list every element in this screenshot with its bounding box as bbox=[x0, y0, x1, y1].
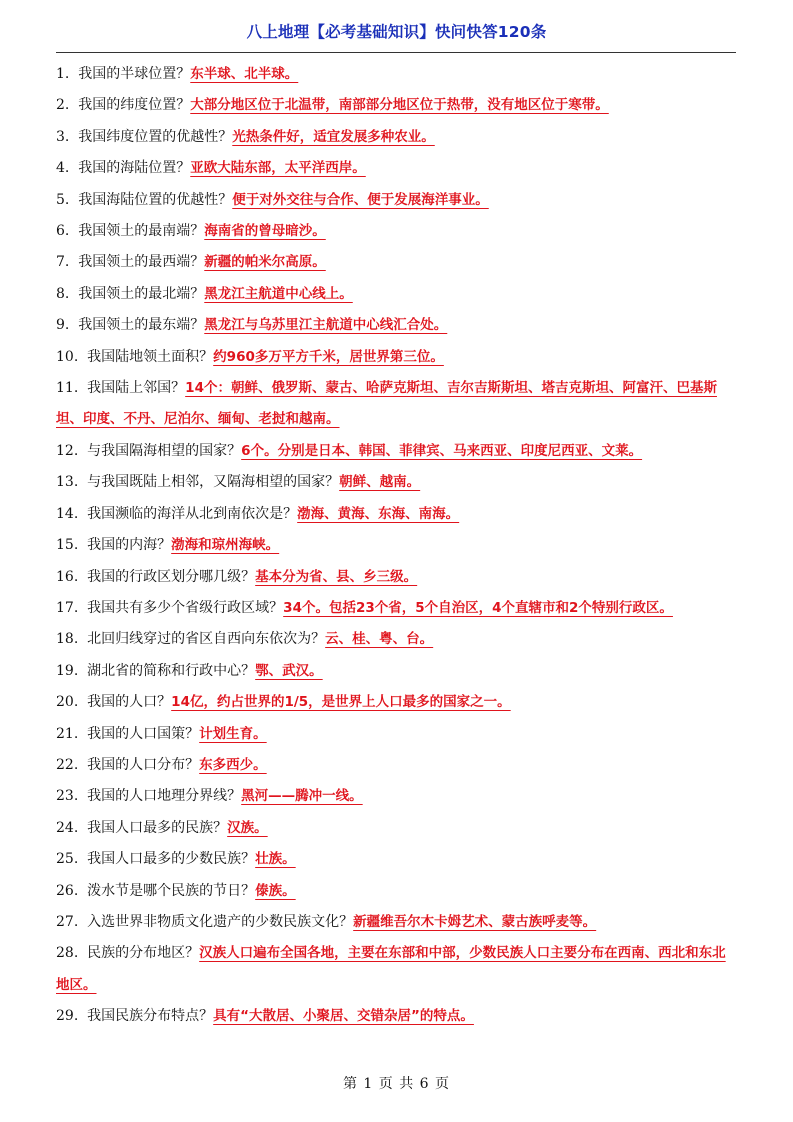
answer-text: 14亿，约占世界的1/5，是世界上人口最多的国家之一。 bbox=[171, 694, 511, 711]
qa-item bbox=[56, 938, 739, 1001]
answer-text: 大部分地区位于北温带，南部部分地区位于热带，没有地区位于寒带。 bbox=[190, 97, 609, 114]
question-number: 3. bbox=[56, 128, 70, 145]
title-divider bbox=[56, 52, 736, 53]
answer-text: 14个：朝鲜、俄罗斯、蒙古、哈萨克斯坦、吉尔吉斯斯坦、塔吉克斯坦、阿富汗、巴基斯坦、印度、不丹、尼泊尔、缅甸、老挝和越南。 bbox=[56, 380, 717, 428]
answer-text: 云、桂、粤、台。 bbox=[325, 631, 434, 648]
answer-text: 黑龙江与乌苏里江主航道中心线汇合处。 bbox=[204, 317, 448, 334]
answer-text: 34个。包括23个省，5个自治区，4个直辖市和2个特别行政区。 bbox=[283, 599, 673, 616]
question-number: 27. bbox=[56, 913, 79, 930]
question-number: 26. bbox=[56, 882, 79, 899]
answer-text: 具有“大散居、小聚居、交错杂居”的特点。 bbox=[213, 1008, 474, 1025]
qa-item bbox=[56, 562, 739, 593]
answer-text: 渤海和琼州海峡。 bbox=[171, 537, 280, 554]
question-text: 我国人口最多的民族？ bbox=[87, 819, 228, 836]
question-text: 北回归线穿过的省区自西向东依次为？ bbox=[87, 631, 326, 648]
question-text: 我国濒临的海洋从北到南依次是？ bbox=[87, 505, 298, 522]
question-text: 我国的人口分布？ bbox=[87, 756, 200, 773]
question-number: 17. bbox=[56, 599, 79, 616]
question-number: 5. bbox=[56, 191, 70, 208]
qa-item bbox=[56, 153, 739, 184]
question-number: 6. bbox=[56, 223, 70, 240]
question-text: 我国海陆位置的优越性？ bbox=[78, 191, 233, 208]
question-number: 9. bbox=[56, 317, 70, 334]
question-number: 22. bbox=[56, 756, 79, 773]
question-number: 14. bbox=[56, 505, 79, 522]
qa-item bbox=[56, 750, 739, 781]
question-text: 民族的分布地区？ bbox=[87, 945, 200, 962]
answer-text: 朝鲜、越南。 bbox=[339, 474, 421, 491]
answer-text: 基本分为省、县、乡三级。 bbox=[255, 568, 418, 585]
question-text: 我国共有多少个省级行政区域？ bbox=[87, 599, 284, 616]
answer-text: 计划生育。 bbox=[199, 725, 267, 742]
question-text: 我国的纬度位置？ bbox=[78, 97, 191, 114]
qa-item bbox=[56, 310, 739, 341]
answer-text: 便于对外交往与合作、便于发展海洋事业。 bbox=[232, 191, 489, 208]
answer-text: 黑龙江主航道中心线上。 bbox=[204, 285, 353, 302]
page-footer: 第 1 页 共 6 页 bbox=[342, 1076, 451, 1092]
question-text: 我国领土的最西端？ bbox=[78, 254, 205, 271]
question-number: 25. bbox=[56, 851, 79, 868]
question-number: 28. bbox=[56, 945, 79, 962]
qa-item bbox=[56, 90, 739, 121]
question-number: 10. bbox=[56, 348, 79, 365]
answer-text: 海南省的曾母暗沙。 bbox=[204, 223, 326, 240]
question-text: 我国人口最多的少数民族？ bbox=[87, 851, 256, 868]
answer-text: 鄂、武汉。 bbox=[255, 662, 323, 679]
qa-item bbox=[56, 1001, 739, 1032]
question-text: 我国民族分布特点？ bbox=[87, 1008, 214, 1025]
question-text: 与我国既陆上相邻，又隔海相望的国家？ bbox=[87, 474, 340, 491]
question-text: 湖北省的简称和行政中心？ bbox=[87, 662, 256, 679]
qa-item bbox=[56, 59, 739, 90]
question-number: 11. bbox=[56, 380, 79, 397]
question-text: 我国纬度位置的优越性？ bbox=[78, 128, 233, 145]
question-text: 我国的行政区划分哪几级？ bbox=[87, 568, 256, 585]
answer-text: 光热条件好，适宜发展多种农业。 bbox=[232, 128, 435, 145]
qa-item bbox=[56, 342, 739, 373]
question-text: 与我国隔海相望的国家？ bbox=[87, 442, 242, 459]
question-number: 29. bbox=[56, 1008, 79, 1025]
qa-item bbox=[56, 373, 739, 436]
qa-item bbox=[56, 499, 739, 530]
answer-text: 新疆的帕米尔高原。 bbox=[204, 254, 326, 271]
qa-item bbox=[56, 279, 739, 310]
qa-item bbox=[56, 436, 739, 467]
qa-item bbox=[56, 467, 739, 498]
qa-item bbox=[56, 876, 739, 907]
question-text: 我国的人口国策？ bbox=[87, 725, 200, 742]
question-text: 泼水节是哪个民族的节日？ bbox=[87, 882, 256, 899]
qa-item bbox=[56, 719, 739, 750]
question-text: 我国领土的最北端？ bbox=[78, 285, 205, 302]
answer-text: 汉族人口遍布全国各地，主要在东部和中部，少数民族人口主要分布在西南、西北和东北地区。 bbox=[56, 945, 726, 993]
answer-text: 新疆维吾尔木卡姆艺术、蒙古族呼麦等。 bbox=[353, 913, 597, 930]
answer-text: 傣族。 bbox=[255, 882, 296, 899]
question-text: 我国的半球位置？ bbox=[78, 66, 191, 82]
qa-item bbox=[56, 813, 739, 844]
answer-text: 东半球、北半球。 bbox=[190, 66, 299, 82]
question-number: 1. bbox=[56, 66, 70, 82]
question-text: 我国的内海？ bbox=[87, 537, 172, 554]
question-text: 我国陆地领土面积？ bbox=[87, 348, 214, 365]
qa-item bbox=[56, 781, 739, 812]
question-number: 23. bbox=[56, 788, 79, 805]
qa-item bbox=[56, 247, 739, 278]
qa-item bbox=[56, 844, 739, 875]
qa-item bbox=[56, 216, 739, 247]
question-number: 20. bbox=[56, 694, 79, 711]
question-number: 12. bbox=[56, 442, 79, 459]
qa-item bbox=[56, 907, 739, 938]
question-number: 24. bbox=[56, 819, 79, 836]
question-number: 16. bbox=[56, 568, 79, 585]
question-number: 19. bbox=[56, 662, 79, 679]
qa-list bbox=[56, 59, 739, 1033]
question-number: 13. bbox=[56, 474, 79, 491]
qa-item bbox=[56, 185, 739, 216]
question-text: 入选世界非物质文化遗产的少数民族文化？ bbox=[87, 913, 354, 930]
question-text: 我国的人口？ bbox=[87, 694, 172, 711]
question-number: 7. bbox=[56, 254, 70, 271]
question-number: 8. bbox=[56, 285, 70, 302]
qa-item bbox=[56, 687, 739, 718]
answer-text: 壮族。 bbox=[255, 851, 296, 868]
answer-text: 亚欧大陆东部，太平洋西岸。 bbox=[190, 160, 366, 177]
qa-item bbox=[56, 530, 739, 561]
question-number: 4. bbox=[56, 160, 70, 177]
qa-item bbox=[56, 624, 739, 655]
question-number: 2. bbox=[56, 97, 70, 114]
qa-item bbox=[56, 656, 739, 687]
question-text: 我国陆上邻国？ bbox=[87, 380, 186, 397]
question-number: 18. bbox=[56, 631, 79, 648]
document-title: 八上地理【必考基础知识】快问快答120条 bbox=[246, 23, 547, 41]
qa-item bbox=[56, 593, 739, 624]
answer-text: 东多西少。 bbox=[199, 756, 267, 773]
answer-text: 6个。分别是日本、韩国、菲律宾、马来西亚、印度尼西亚、文莱。 bbox=[241, 442, 643, 459]
question-text: 我国的人口地理分界线？ bbox=[87, 788, 242, 805]
question-number: 15. bbox=[56, 537, 79, 554]
question-text: 我国的海陆位置？ bbox=[78, 160, 191, 177]
answer-text: 约960多万平方千米，居世界第三位。 bbox=[213, 348, 444, 365]
qa-item bbox=[56, 122, 739, 153]
answer-text: 黑河——腾冲一线。 bbox=[241, 788, 363, 805]
question-text: 我国领土的最东端？ bbox=[78, 317, 205, 334]
question-text: 我国领土的最南端？ bbox=[78, 223, 205, 240]
answer-text: 汉族。 bbox=[227, 819, 268, 836]
answer-text: 渤海、黄海、东海、南海。 bbox=[297, 505, 460, 522]
question-number: 21. bbox=[56, 725, 79, 742]
